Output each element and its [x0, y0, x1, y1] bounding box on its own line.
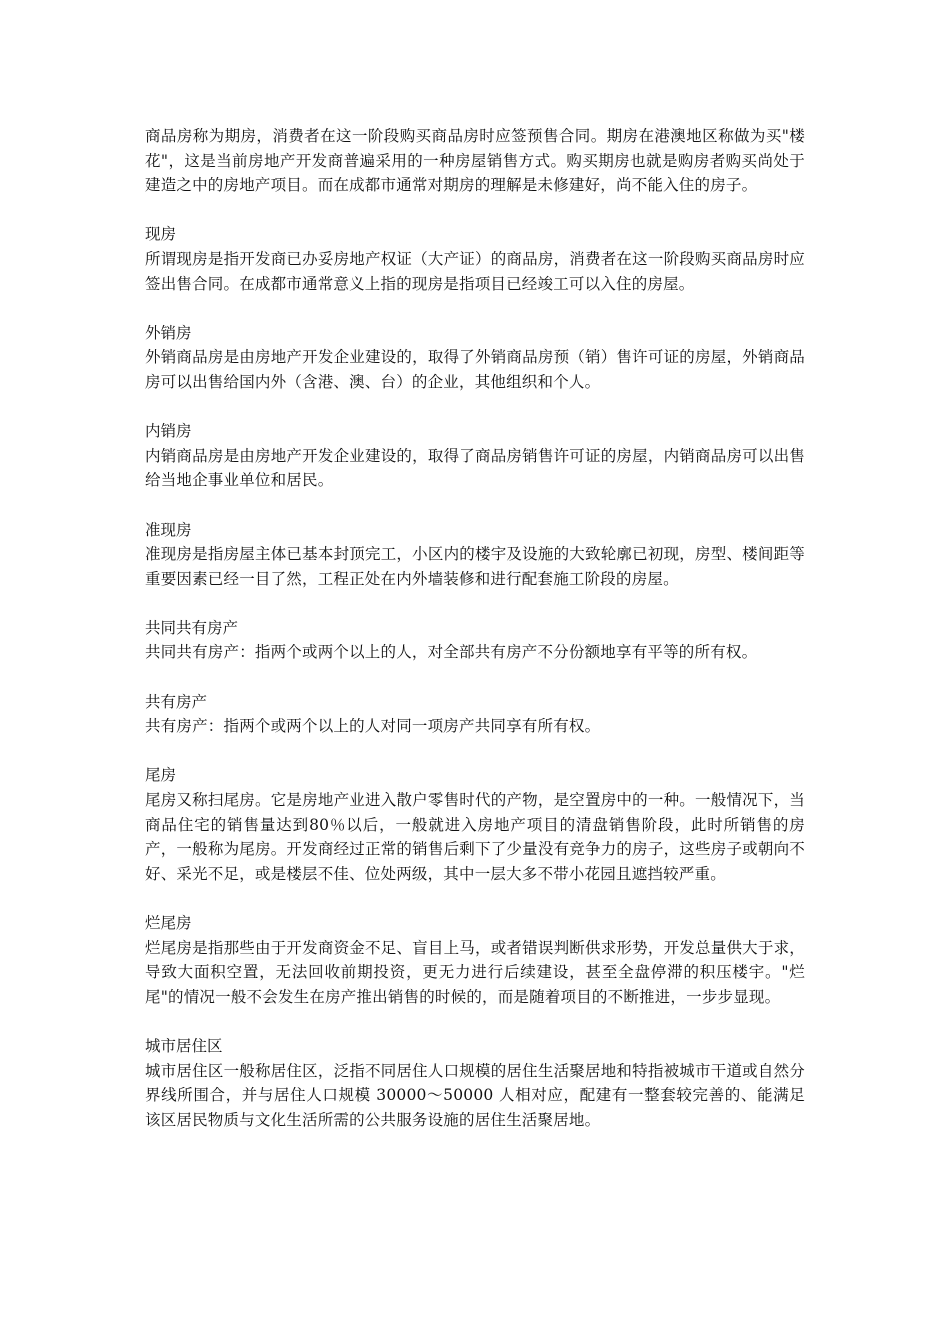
term-heading: 城市居住区 [145, 1036, 223, 1055]
section-zhunxianfang [145, 518, 805, 592]
term-definition: 烂尾房是指那些由于开发商资金不足、盲目上马，或者错误判断供求形势，开发总量供大于求，导致大面积空置，无法回收前期投资，更无力进行后续建设，甚至全盘停滞的积压楼宇。"烂尾"的情况一般不会发生在房产推出销售的时候的，而是随着项目的不断推进，一步步显现。 [145, 938, 805, 1006]
term-definition: 共有房产：指两个或两个以上的人对同一项房产共同享有所有权。 [145, 717, 601, 736]
intro-section [145, 124, 805, 198]
term-heading: 现房 [145, 225, 177, 244]
section-neixiaofang [145, 419, 805, 493]
term-heading: 共同共有房产 [145, 618, 239, 637]
section-gongtonggongyou [145, 616, 805, 665]
section-xianfang [145, 222, 805, 296]
term-heading: 烂尾房 [145, 914, 192, 932]
term-heading: 外销房 [145, 323, 192, 342]
term-definition: 尾房又称扫尾房。它是房地产业进入散户零售时代的产物，是空置房中的一种。一般情况下，当商品住宅的销售量达到80％以后，一般就进入房地产项目的清盘销售阶段，此时所销售的房产，一般称为尾房。开发商经过正常的销售后剩下了少量没有竞争力的房子，这些房子或朝向不好、采光不足，或是楼层不佳、位处两级，其中一层大多不带小花园且遮挡较严重。 [145, 791, 805, 883]
section-gongyoufangchan [145, 690, 805, 739]
term-definition: 内销商品房是由房地产开发企业建设的，取得了商品房销售许可证的房屋，内销商品房可以出售给当地企事业单位和居民。 [145, 446, 805, 490]
term-definition: 城市居住区一般称居住区，泛指不同居住人口规模的居住生活聚居地和特指被城市干道或自然分界线所围合，并与居住人口规模 30000～50000 人相对应，配建有一整套较完善的、能满足该区居民物质与文化生活所需的公共服务设施的居住生活聚居地。 [145, 1061, 805, 1129]
term-definition: 共同共有房产：指两个或两个以上的人，对全部共有房产不分份额地享有平等的所有权。 [145, 643, 758, 662]
term-definition: 外销商品房是由房地产开发企业建设的，取得了外销商品房预（销）售许可证的房屋，外销商品房可以出售给国内外（含港、澳、台）的企业，其他组织和个人。 [145, 348, 805, 391]
document-page [145, 124, 805, 1157]
term-heading: 内销房 [145, 422, 192, 441]
term-heading: 尾房 [145, 766, 177, 785]
section-lanweifang [145, 911, 805, 1009]
section-waixiaofang [145, 321, 805, 395]
section-chengshijuzhuqu [145, 1034, 805, 1132]
intro-paragraph: 商品房称为期房，消费者在这一阶段购买商品房时应签预售合同。期房在港澳地区称做为买"楼花"，这是当前房地产开发商普遍采用的一种房屋销售方式。购买期房也就是购房者购买尚处于建造之中的房地产项目。而在成都市通常对期房的理解是未修建好，尚不能入住的房子。 [145, 127, 805, 195]
term-definition: 所谓现房是指开发商已办妥房地产权证（大产证）的商品房，消费者在这一阶段购买商品房时应签出售合同。在成都市通常意义上指的现房是指项目已经竣工可以入住的房屋。 [145, 249, 805, 293]
term-heading: 准现房 [145, 520, 192, 539]
term-heading: 共有房产 [145, 692, 208, 711]
section-weifang [145, 763, 805, 886]
term-definition: 准现房是指房屋主体已基本封顶完工，小区内的楼宇及设施的大致轮廓已初现，房型、楼间距等重要因素已经一目了然，工程正处在内外墙装修和进行配套施工阶段的房屋。 [145, 545, 805, 588]
